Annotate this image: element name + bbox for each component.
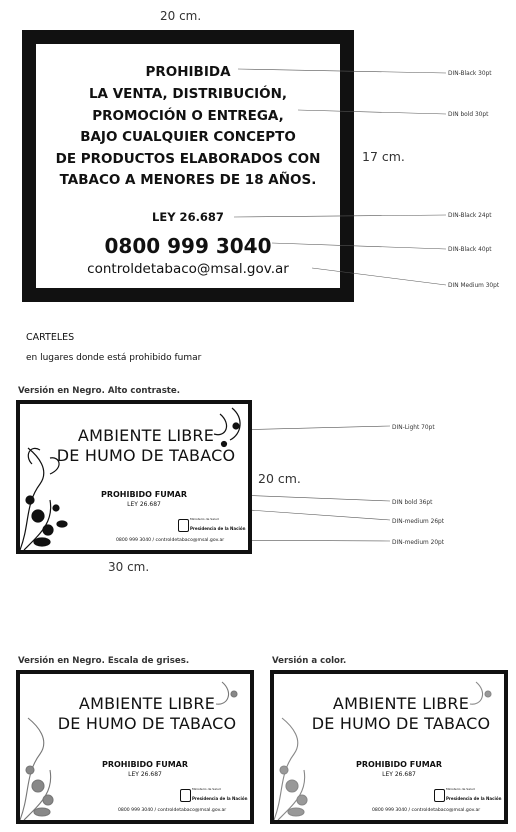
sign-title-line2: DE HUMO DE TABACO xyxy=(311,714,491,733)
sign-body-line: BAJO CUALQUIER CONCEPTO xyxy=(80,129,296,146)
sign-escala-grises xyxy=(16,670,254,824)
annotation-font-body: DIN bold 30pt xyxy=(448,110,489,118)
sign-title-line1: AMBIENTE LIBRE xyxy=(332,694,470,713)
ministerio-label: Ministerio de Salud xyxy=(192,787,221,791)
sign-footer-contact: 0800 999 3040 / controldetabaco@msal.gov.ar xyxy=(372,808,481,813)
sign-ley-small: LEY 26.687 xyxy=(128,771,162,778)
sign-alto-contraste xyxy=(16,400,252,554)
sign-prohibido-fumar: PROHIBIDO FUMAR xyxy=(100,490,188,499)
sign-ley: LEY 26.687 xyxy=(152,210,224,224)
sign-ley-small: LEY 26.687 xyxy=(382,771,416,778)
sign-color xyxy=(270,670,508,824)
ministerio-label: Ministerio de Salud xyxy=(446,787,475,791)
sign-body-line: DE PRODUCTOS ELABORADOS CON xyxy=(55,150,321,167)
presidencia-label: Presidencia de la Nación xyxy=(446,796,502,801)
annotation-font-prohibida: DIN-Black 30pt xyxy=(448,69,492,77)
annotation-font-footer: DIN-medium 20pt xyxy=(392,538,445,546)
annotation-font-prohibido: DIN bold 36pt xyxy=(392,498,433,506)
carteles-subtitle: en lugares donde está prohibido fumar xyxy=(26,353,202,363)
sign-body-text xyxy=(36,84,340,192)
argentina-seal-icon xyxy=(180,789,191,802)
annotation-font-email: DIN Medium 30pt xyxy=(448,281,500,289)
argentina-seal-icon xyxy=(434,789,445,802)
sign-prohibido-fumar: PROHIBIDO FUMAR xyxy=(355,760,443,769)
caption-alto-contraste: Versión en Negro. Alto contraste. xyxy=(18,386,181,396)
sign-prohibido-fumar: PROHIBIDO FUMAR xyxy=(101,760,189,769)
width-dimension-label: 20 cm. xyxy=(160,9,202,23)
sign-body-line: PROMOCIÓN O ENTREGA, xyxy=(92,107,284,124)
height-dimension-label: 17 cm. xyxy=(362,149,405,164)
sign-body-line: LA VENTA, DISTRIBUCIÓN, xyxy=(88,86,288,102)
annotation-font-title: DIN-Light 70pt xyxy=(392,423,435,431)
annotation-font-phone: DIN-Black 40pt xyxy=(448,245,492,253)
sign-body-line: TABACO A MENORES DE 18 AÑOS. xyxy=(59,172,317,189)
sign-title-line2: DE HUMO DE TABACO xyxy=(56,446,236,465)
sign-title-line1: AMBIENTE LIBRE xyxy=(77,426,215,445)
large-sign xyxy=(22,30,354,302)
caption-escala-grises: Versión en Negro. Escala de grises. xyxy=(18,656,190,666)
sign-footer-contact: 0800 999 3040 / controldetabaco@msal.gov.ar xyxy=(118,808,227,813)
argentina-seal-icon xyxy=(178,519,189,532)
sign-ley-small: LEY 26.687 xyxy=(127,501,161,508)
sign-email: controldetabaco@msal.gov.ar xyxy=(87,261,289,277)
sign-phone: 0800 999 3040 xyxy=(104,234,272,258)
ministerio-logo xyxy=(178,517,246,532)
sign-prohibida-heading: PROHIBIDA xyxy=(145,64,231,80)
ministerio-logo xyxy=(434,787,502,802)
caption-color: Versión a color. xyxy=(272,656,347,666)
hc-width-label: 30 cm. xyxy=(108,560,150,574)
sign-title-line2: DE HUMO DE TABACO xyxy=(57,714,237,733)
presidencia-label: Presidencia de la Nación xyxy=(190,526,246,531)
presidencia-label: Presidencia de la Nación xyxy=(192,796,248,801)
ministerio-logo xyxy=(180,787,248,802)
annotation-font-ley: DIN-Black 24pt xyxy=(448,211,492,219)
ministerio-label: Ministerio de Salud xyxy=(190,517,219,521)
carteles-title: CARTELES xyxy=(26,332,75,343)
sign-title-line1: AMBIENTE LIBRE xyxy=(78,694,216,713)
hc-height-label: 20 cm. xyxy=(258,471,301,486)
annotation-font-ley-small: DIN-medium 26pt xyxy=(392,517,445,525)
sign-footer-contact: 0800 999 3040 / controldetabaco@msal.gov.ar xyxy=(116,538,225,543)
